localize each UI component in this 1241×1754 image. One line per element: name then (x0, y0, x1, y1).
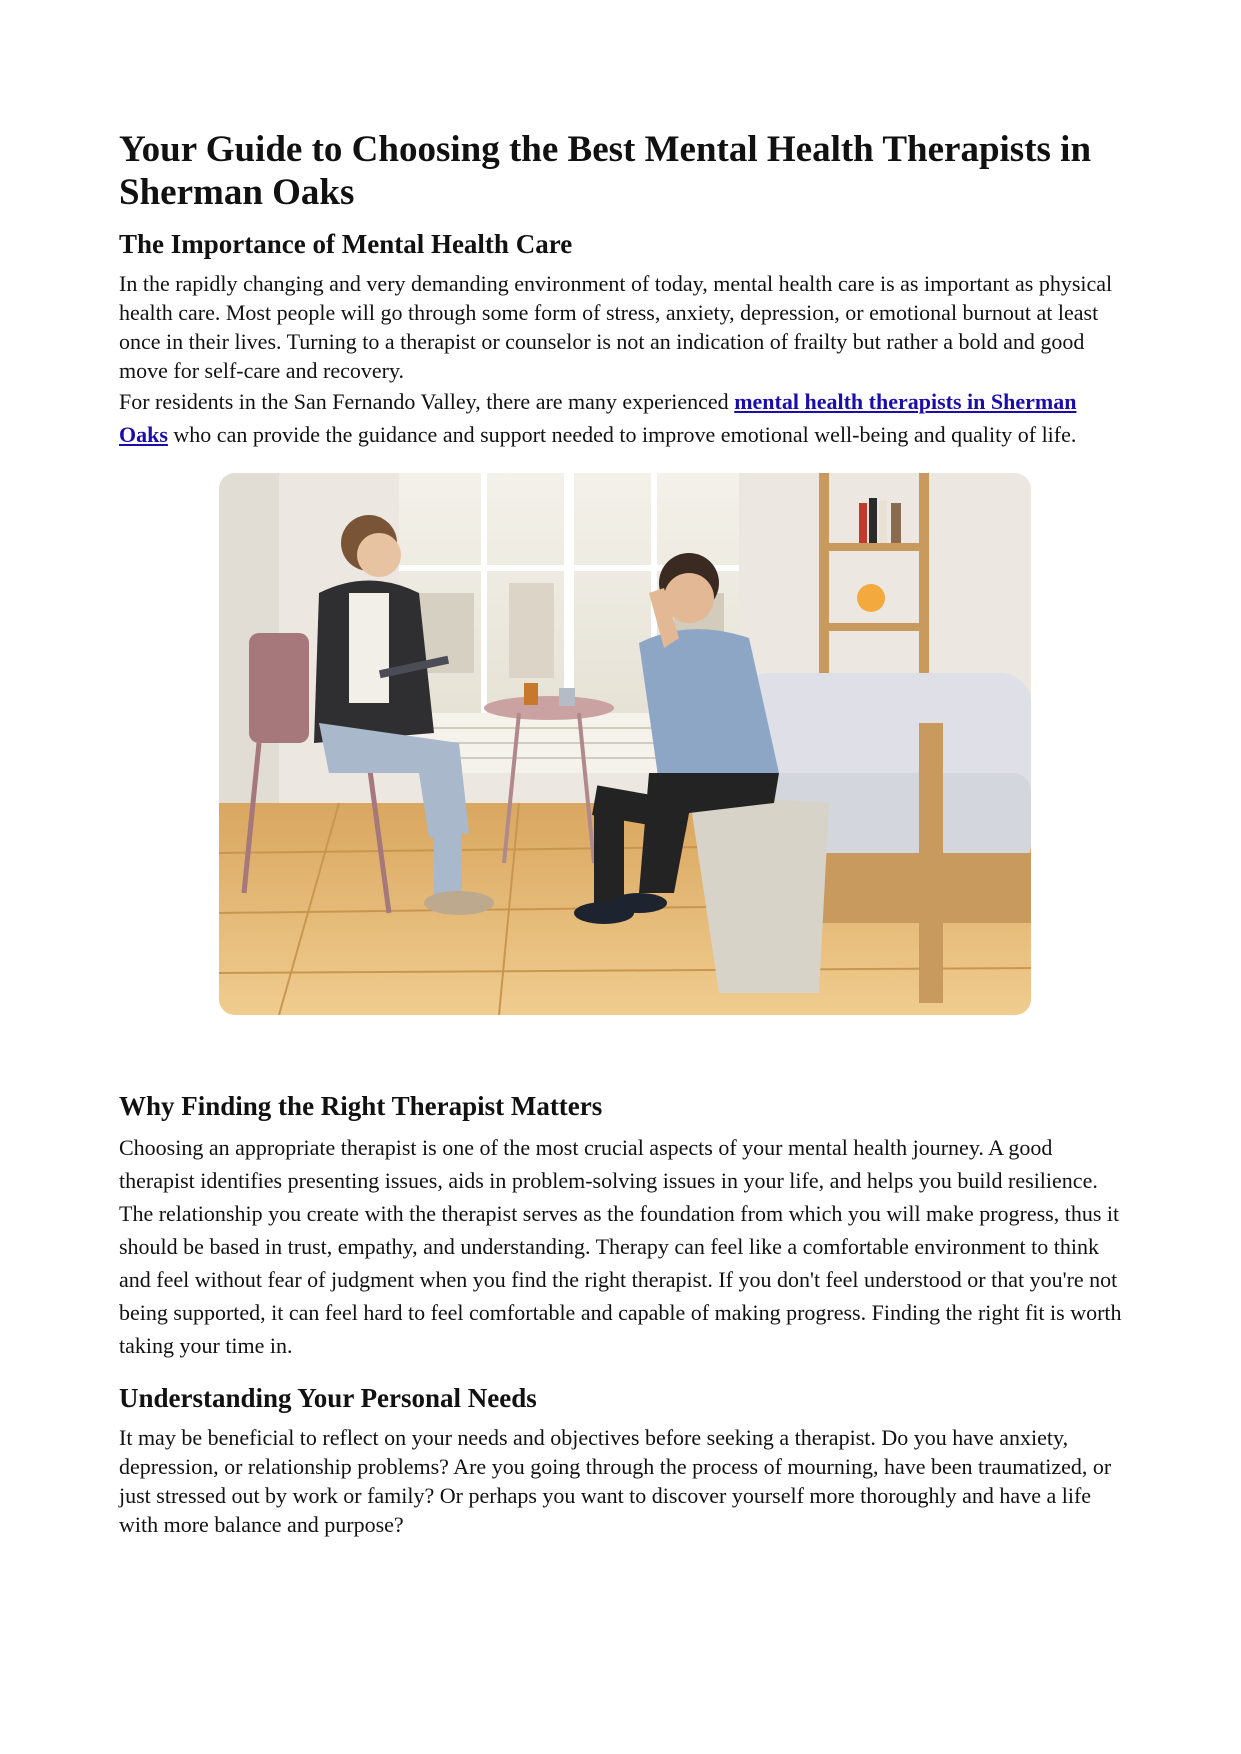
page-title: Your Guide to Choosing the Best Mental Health Therapists in Sherman Oaks (119, 129, 1092, 213)
section-right-therapist (119, 1090, 1129, 1362)
section-heading: The Importance of Mental Health Care (119, 229, 573, 259)
section-personal-needs (119, 1382, 1129, 1539)
section-importance (119, 228, 1129, 451)
section-heading: Why Finding the Right Therapist Matters (119, 1091, 603, 1121)
paragraph: It may be beneficial to reflect on your needs and objectives before seeking a therapist. Do you have anxiety, depression, or relationship problems? Are you going through the process of mourning, have been traumatized, or just stressed out by work or family? Or perhaps you want to discover yourself more thoroughly and have a life with more balance and purpose? (119, 1425, 1112, 1537)
paragraph-text: who can provide the guidance and support needed to improve emotional well-being and quality of life. (167, 422, 1077, 447)
photo-figure (219, 473, 1031, 1015)
therapy-session-photo (219, 473, 1031, 1015)
paragraph-text: For residents in the San Fernando Valley, there are many experienced (119, 389, 735, 414)
therapists-link[interactable]: mental health therapists in Sherman Oaks (119, 389, 1077, 447)
paragraph: Choosing an appropriate therapist is one of the most crucial aspects of your mental health journey. A good therapist identifies presenting issues, aids in problem-solving issues in your life, and helps you build resilience. The relationship you create with the therapist serves as the foundation from which you will make progress, thus it should be based in trust, empathy, and understanding. Therapy can feel like a comfortable environment to think and feel without fear of judgment when you find the right therapist. If you don't feel understood or that you're not being supported, it can feel hard to feel comfortable and capable of making progress. Finding the right fit is worth taking your time in. (119, 1135, 1122, 1358)
section-heading: Understanding Your Personal Needs (119, 1383, 537, 1413)
article (119, 128, 1129, 1539)
paragraph: In the rapidly changing and very demanding environment of today, mental health care is as important as physical health care. Most people will go through some form of stress, anxiety, depression, or emotional burnout at least once in their lives. Turning to a therapist or counselor is not an indication of frailty but rather a bold and good move for self-care and recovery. (119, 271, 1113, 383)
paragraph-with-link (119, 385, 1129, 451)
